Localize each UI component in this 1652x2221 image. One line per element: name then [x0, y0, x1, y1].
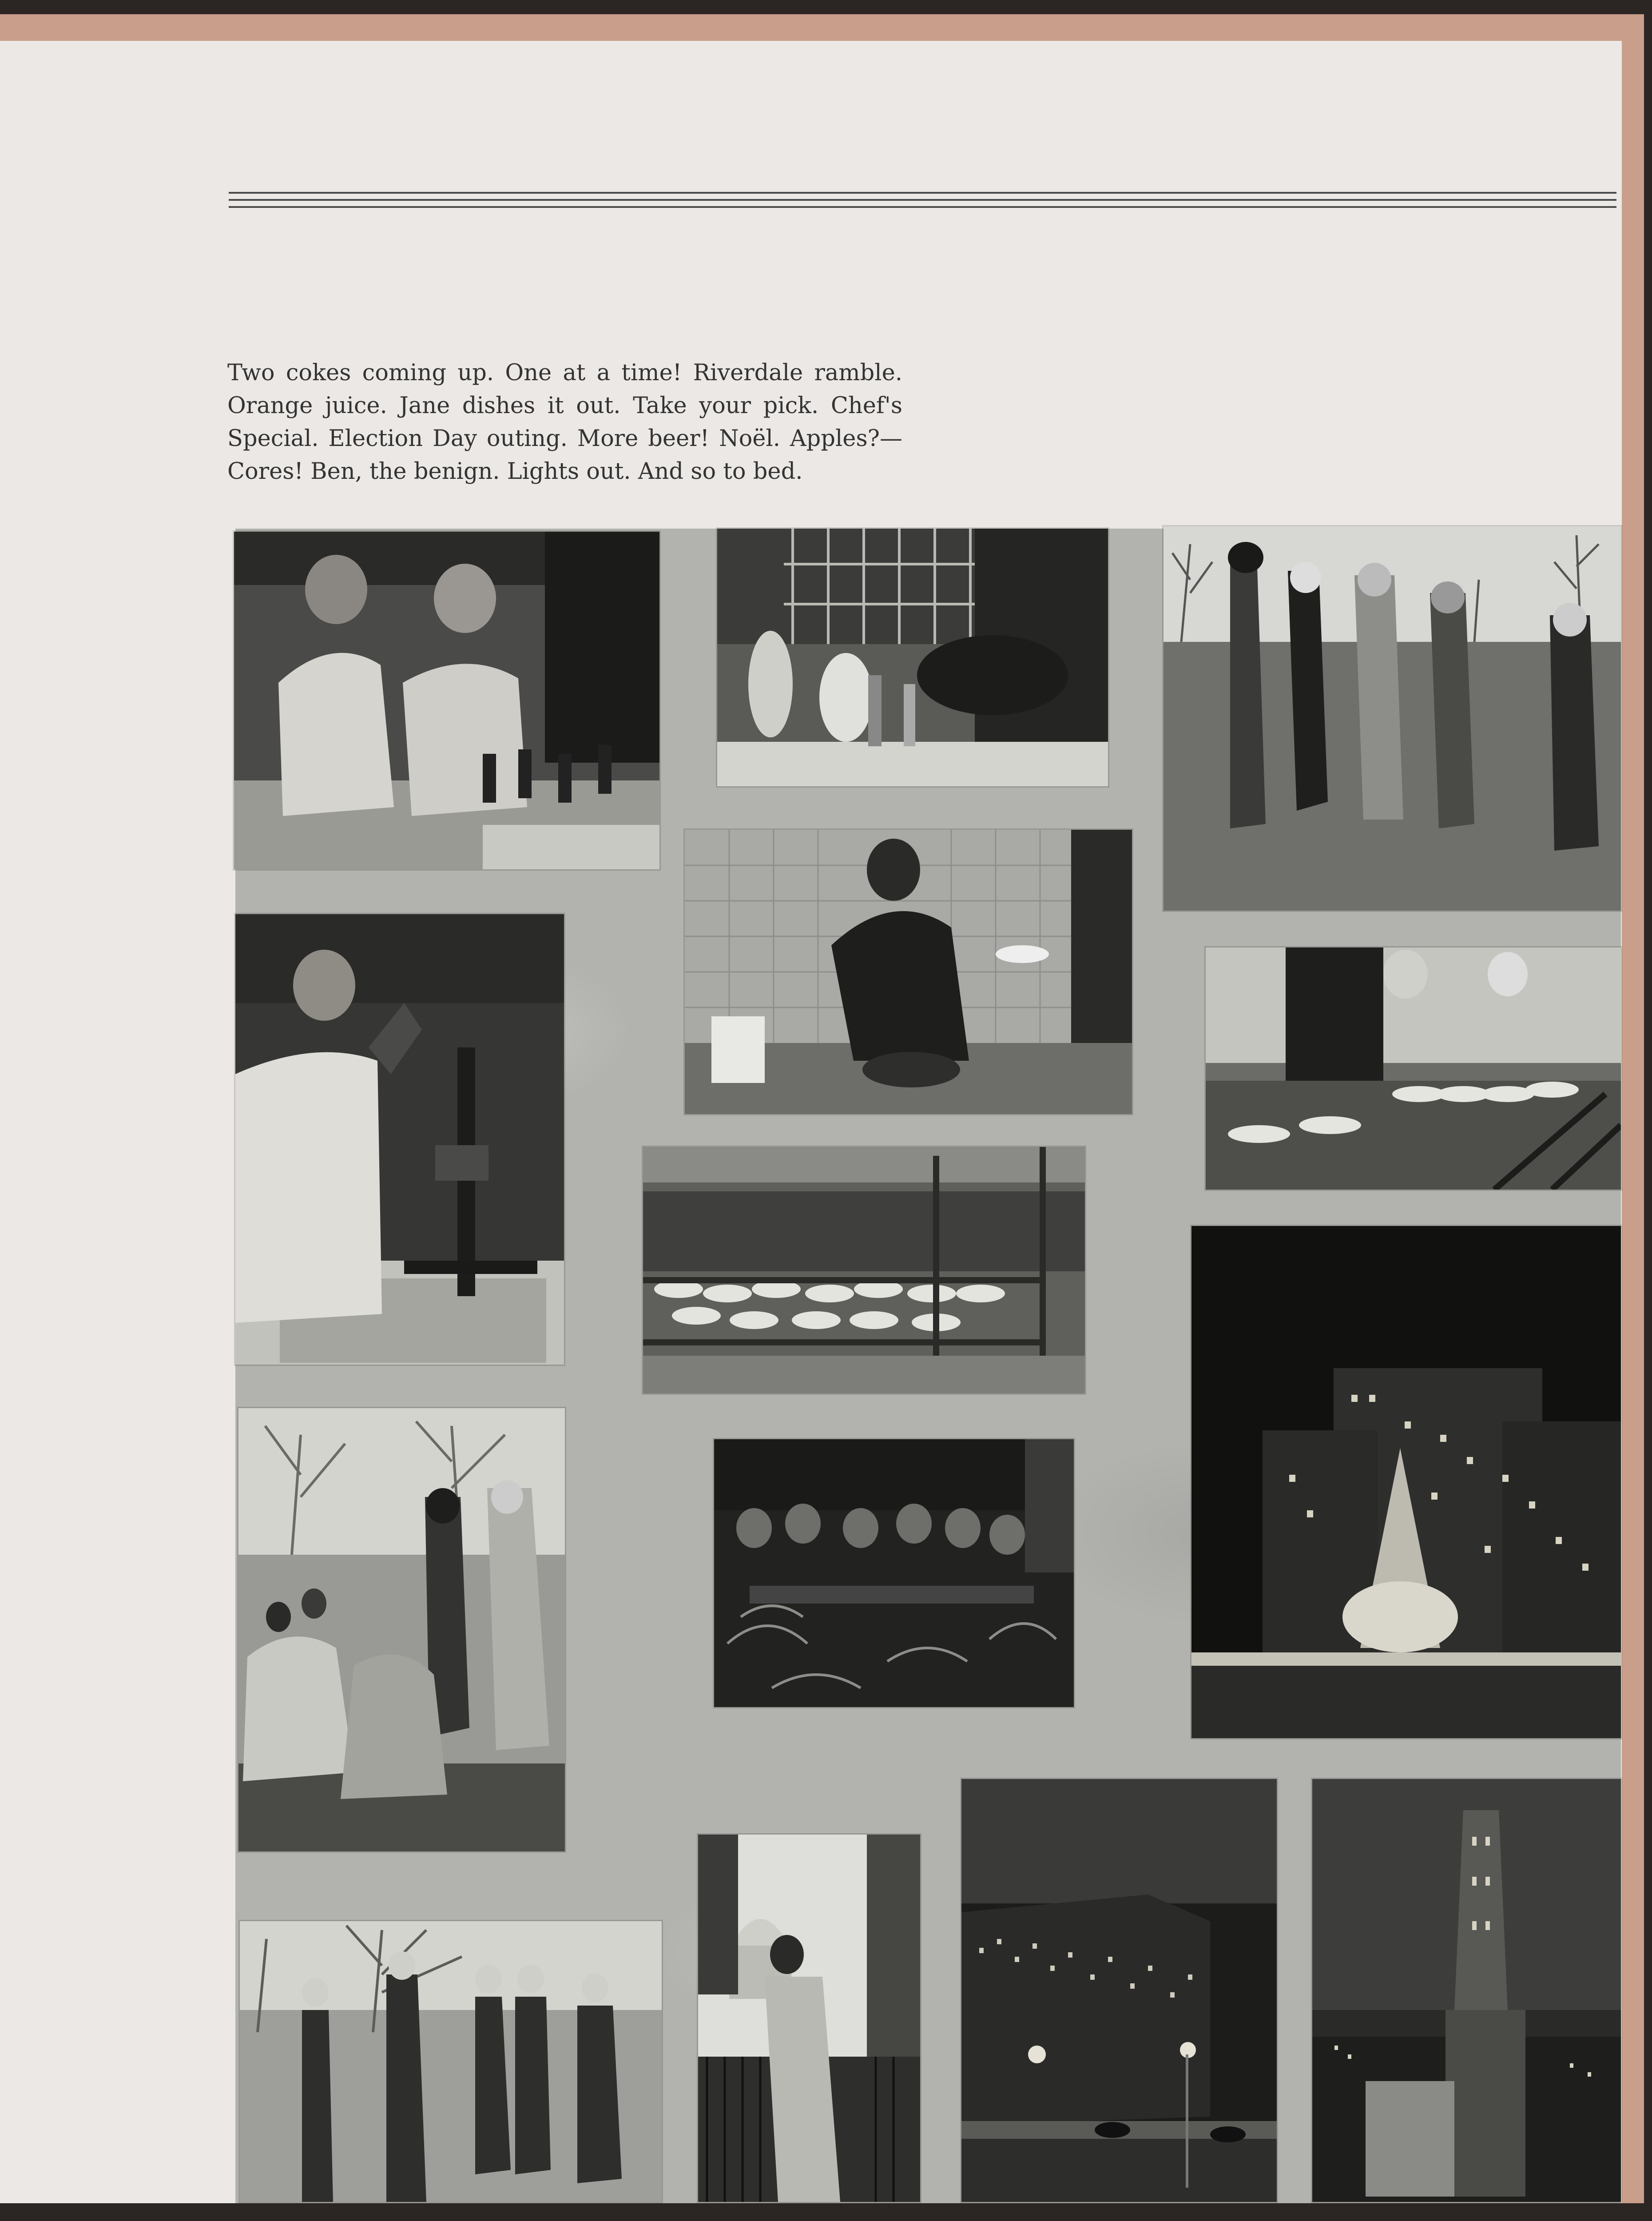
photo-more-beer [714, 1439, 1074, 1707]
photo-apples-cores [240, 1921, 662, 2202]
photo-orange-juice [235, 914, 564, 1365]
header-rules [229, 192, 1616, 213]
photo-take-your-pick [1206, 947, 1621, 1190]
photo-chefs-special [643, 1147, 1085, 1393]
photo-riverdale-ramble [1164, 526, 1621, 911]
photo-lights-out [961, 1779, 1277, 2202]
photo-ben-the-benign [698, 1835, 920, 2202]
photo-noel [1191, 1226, 1621, 1738]
scan-background [0, 2203, 1652, 2221]
photo-and-so-to-bed [1312, 1779, 1621, 2202]
photo-one-at-a-time [717, 529, 1108, 786]
photo-election-day-outing [238, 1408, 565, 1851]
photo-caption: Two cokes coming up. One at a time! Riverdale ramble. Orange juice. Jane dishes it out. Take your pick. Chef's Special. Election Day outing. More beer! Noël. Apples?—Cores! Ben, the benign. Lights out. And so to bed. [227, 360, 902, 485]
photo-two-cokes [234, 532, 659, 869]
photo-jane-dishes-it-out [685, 830, 1132, 1114]
